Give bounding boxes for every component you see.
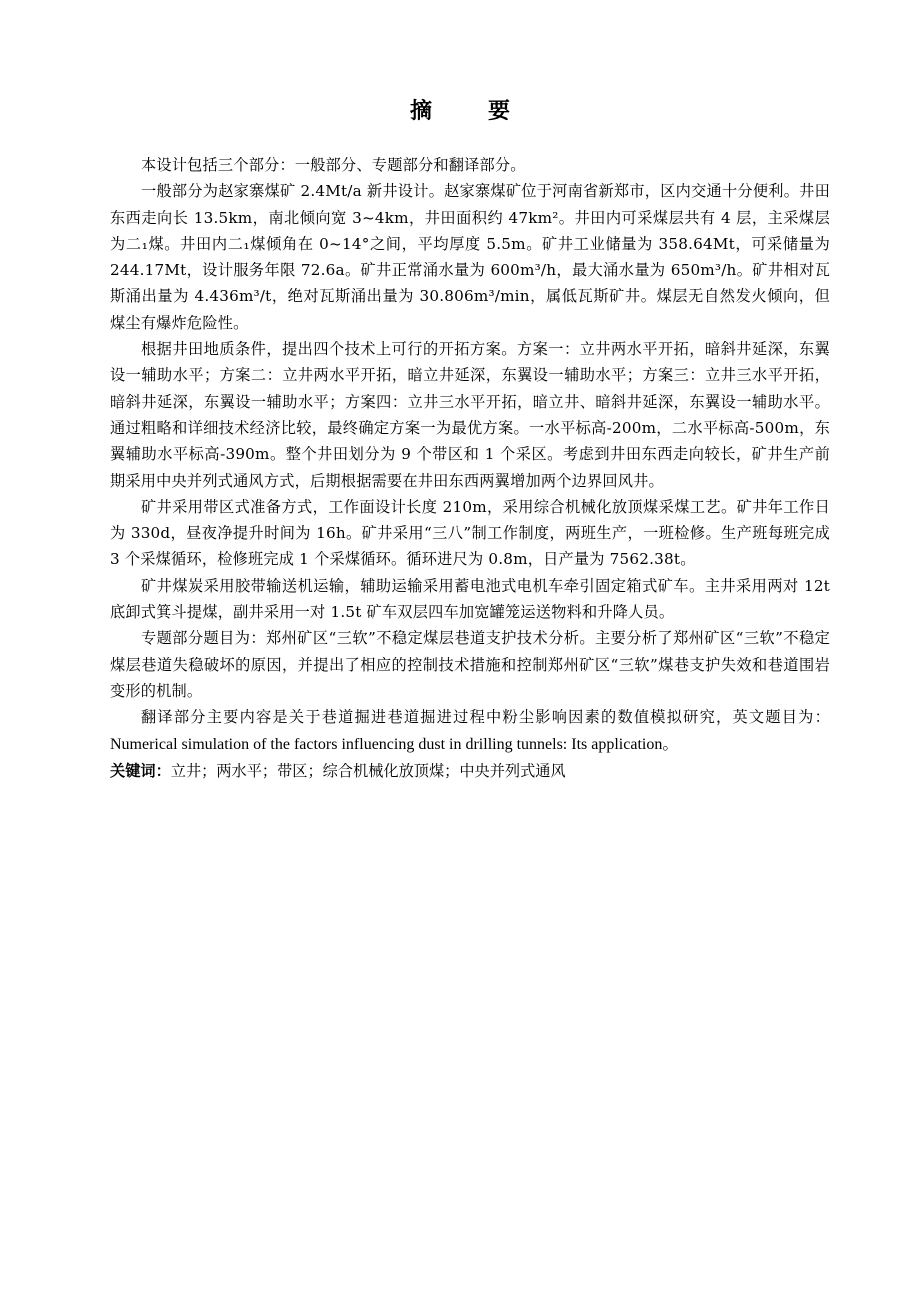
paragraph-intro: 本设计包括三个部分：一般部分、专题部分和翻译部分。 <box>141 156 526 174</box>
translation-zh: 翻译部分主要内容是关于巷道掘进巷道掘进过程中粉尘影响因素的数值模拟研究，英文题目为： <box>141 708 830 727</box>
paragraph-development: 根据井田地质条件，提出四个技术上可行的开拓方案。方案一：立井两水平开拓，暗斜井延深，东翼设一辅助水平；方案二：立井两水平开拓，暗立井延深，东翼设一辅助水平；方案三：立井三水平开拓，暗斜井延深，东翼设一辅助水平；方案四：立井三水平开拓，暗立井、暗斜井延深，东翼设一辅助水平。通过粗略和详细技术经济比较，最终确定方案一为最优方案。一水平标高-200m，二水平标高-500m，东翼辅助水平标高-390m。整个井田划分为 9 个带区和 1 个采区。考虑到井田东西走向较长，矿井生产前期采用中央并列式通风方式，后期根据需要在井田东西两翼增加两个边界回风井。 <box>110 340 830 490</box>
translation-en-title: Numerical simulation of the factors influencing dust in drilling tunnels: Its application。 <box>110 735 679 753</box>
keywords <box>110 758 830 784</box>
keywords-text: 立井；两水平；带区；综合机械化放顶煤；中央并列式通风 <box>170 761 566 780</box>
paragraph-special-topic: 专题部分题目为：郑州矿区“三软”不稳定煤层巷道支护技术分析。主要分析了郑州矿区“三软”不稳定煤层巷道失稳破坏的原因，并提出了相应的控制技术措施和控制郑州矿区“三软”煤巷支护失效和巷道围岩变形的机制。 <box>110 629 830 700</box>
paragraph-mining-method: 矿井采用带区式准备方式，工作面设计长度 210m，采用综合机械化放顶煤采煤工艺。矿井年工作日为 330d，昼夜净提升时间为 16h。矿井采用“三八”制工作制度，两班生产，一班检修。生产班每班完成 3 个采煤循环，检修班完成 1 个采煤循环。循环进尺为 0.8m，日产量为 7562.38t。 <box>110 497 830 569</box>
paragraph-transport: 矿井煤炭采用胶带输送机运输，辅助运输采用蓄电池式电机车牵引固定箱式矿车。主井采用两对 12t 底卸式箕斗提煤，副井采用一对 1.5t 矿车双层四车加宽罐笼运送物料和升降人员。 <box>110 576 830 622</box>
page-title: 摘 要 <box>409 99 527 124</box>
keywords-label: 关键词： <box>110 761 171 780</box>
abstract-body <box>110 152 830 784</box>
paragraph-translation <box>110 704 830 758</box>
paragraph-general: 一般部分为赵家寨煤矿 2.4Mt/a 新井设计。赵家寨煤矿位于河南省新郑市，区内交通十分便利。井田东西走向长 13.5km，南北倾向宽 3~4km，井田面积约 47km²。井田内可采煤层共有 4 层，主采煤层为二₁煤。井田内二₁煤倾角在 0~14°之间，平均厚度 5.5m。矿井工业储量为 358.64Mt，可采储量为 244.17Mt，设计服务年限 72.6a。矿井正常涌水量为 600m³/h，最大涌水量为 650m³/h。矿井相对瓦斯涌出量为 4.436m³/t，绝对瓦斯涌出量为 30.806m³/min，属低瓦斯矿井。煤层无自然发火倾向，但煤尘有爆炸危险性。 <box>110 182 830 332</box>
